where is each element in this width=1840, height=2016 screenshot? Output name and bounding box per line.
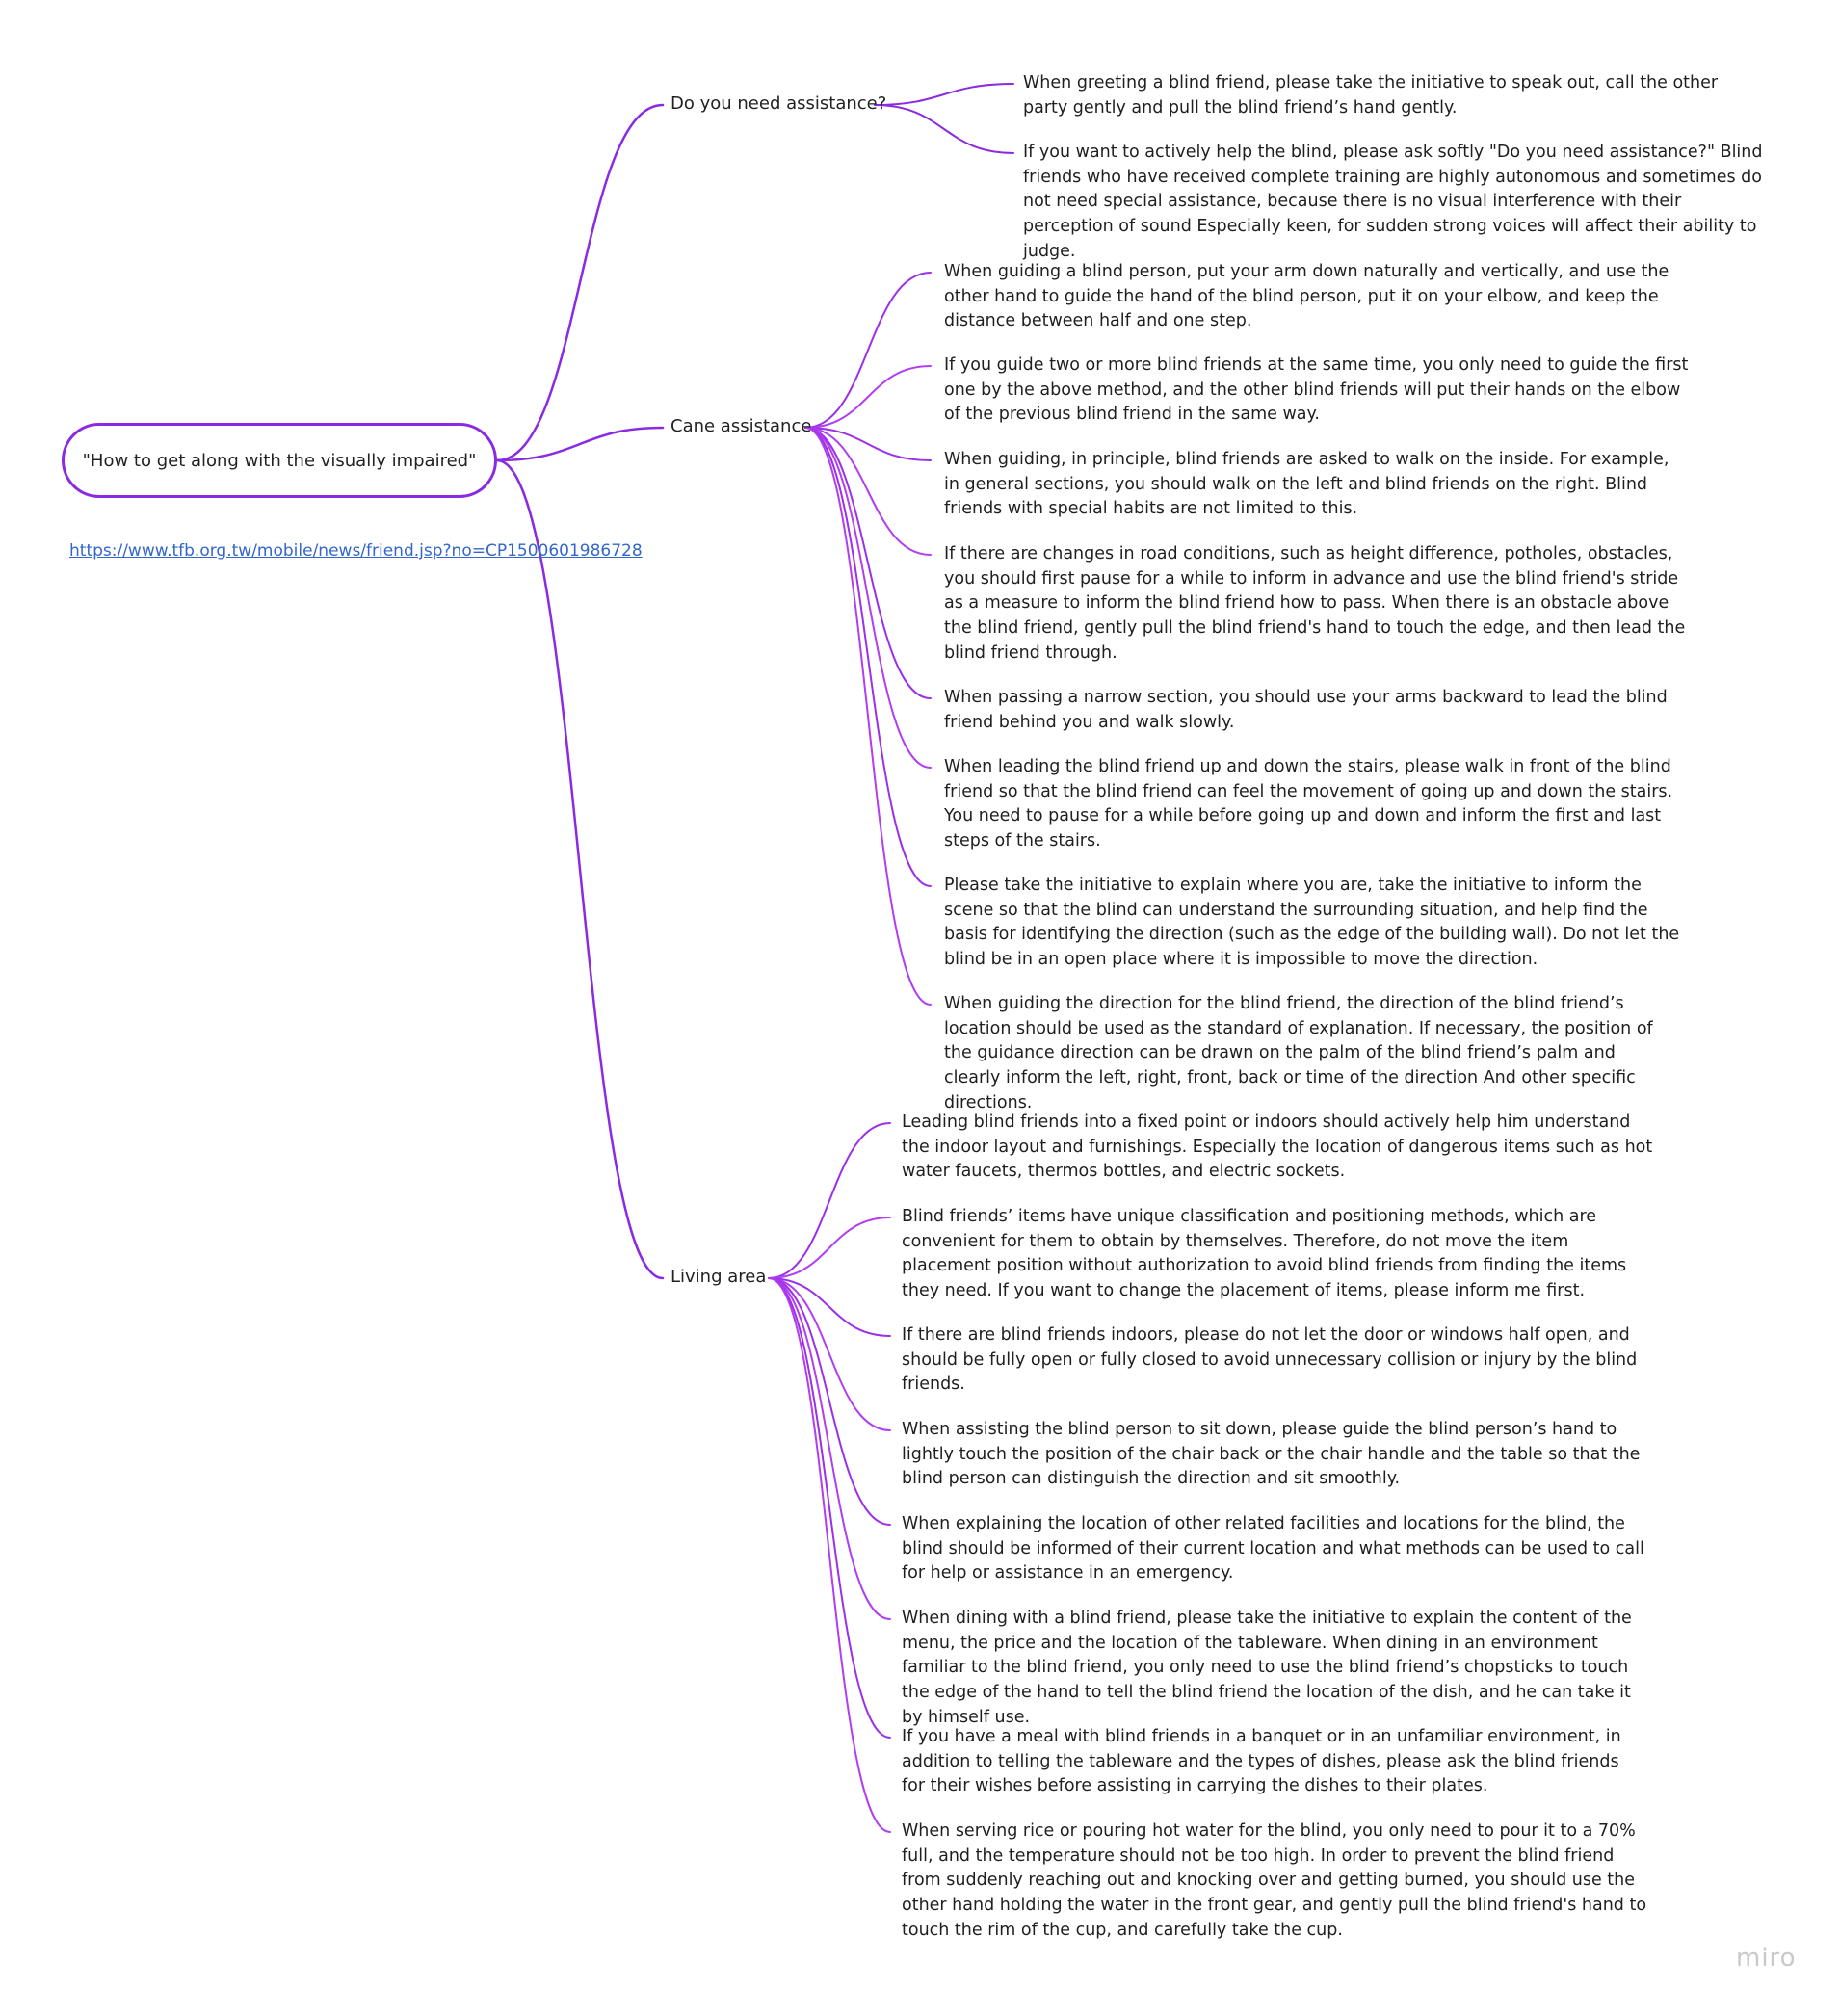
leaf-note[interactable]: When explaining the location of other related facilities and locations for the blind, the blind should be informed of their current location and what methods can be used to call for help or assistance in an emergency. [902,1514,1644,1584]
branch-need-assistance[interactable]: Do you need assistance? [670,93,887,114]
leaf-note[interactable]: Leading blind friends into a fixed point or indoors should actively help him understand the indoor layout and furnishings. Especially the location of dangerous items such as hot water faucets, thermos bottles, and electric sockets. [902,1113,1653,1182]
branch-to-leaf-connector [769,1217,890,1278]
branch-living-area[interactable]: Living area [670,1267,767,1287]
leaf-note[interactable]: If you have a meal with blind friends in a banquet or in an unfamiliar environment, in addition to telling the tableware and the types of dishes, please ask the blind friends for their wishes before assisting in carrying the dishes to their plates. [902,1727,1621,1796]
branch-to-leaf-connector [769,1278,890,1430]
leaf-note[interactable]: When assisting the blind person to sit down, please guide the blind person’s hand to lightly touch the position of the chair back or the chair handle and the table so that the blind person can distinguish the direction and sit smoothly. [902,1420,1641,1489]
root-node[interactable] [62,423,497,498]
leaf-note[interactable]: When guiding the direction for the blind friend, the direction of the blind friend’s location should be used as the standard of explanation. If necessary, the position of the guidance direction can be drawn on the palm of the blind friend’s palm and clearly inform the left, right, front, back or time of the direction And other specific directions. [944,994,1653,1113]
leaf-note[interactable]: Please take the initiative to explain where you are, take the initiative to inform the scene so that the blind can understand the surrounding situation, and help find the basis for identifying the direction (such as the edge of the building wall). Do not let the blind be in an open place where it is impossible to move the direction. [944,876,1680,970]
leaf-note[interactable]: When guiding a blind person, put your arm down naturally and vertically, and use the other hand to guide the hand of the blind person, put it on your elbow, and keep the distance between half and one step. [944,262,1669,331]
leaf-note[interactable]: When guiding, in principle, blind friends are asked to walk on the inside. For example, in general sections, you should walk on the left and blind friends on the right. Blind friends with special habits are not limited to this. [944,450,1669,519]
miro-watermark: miro [1736,1944,1797,1973]
branch-to-leaf-connector [875,84,1013,105]
branch-to-leaf-connector [805,366,931,428]
branch-to-leaf-connector [805,273,931,428]
leaf-note[interactable]: When leading the blind friend up and down the stairs, please walk in front of the blind friend so that the blind friend can feel the movement of going up and down the stairs. You need to pause for a while before going up and down and inform the first and last steps of the stairs. [944,757,1673,851]
leaf-note[interactable]: If you want to actively help the blind, please ask softly "Do you need assistance?" Blind friends who have received complete training are highly autonomous and sometimes do not need special assistance, because there is no visual interference with their perception of sound Especially keen, for sudden strong voices will affect their ability to judge. [1023,143,1763,261]
branch-to-leaf-connector [805,428,931,886]
branch-to-leaf-connector [769,1278,890,1619]
leaf-note[interactable]: If there are changes in road conditions, such as height difference, potholes, obstacles, you should first pause for a while to inform in advance and use the blind friend's stride as a measure to inform the blind friend how to pass. When there is an obstacle above the blind friend, gently pull the blind friend's hand to touch the edge, and then lead the blind friend through. [944,544,1686,663]
branch-to-leaf-connector [769,1278,890,1832]
branch-to-leaf-connector [769,1278,890,1738]
branch-cane-assistance[interactable]: Cane assistance [670,416,812,436]
leaf-note[interactable]: Blind friends’ items have unique classification and positioning methods, which are convenient for them to obtain by themselves. Therefore, do not move the item placement position without authorization to avoid blind friends from finding the items they need. If you want to change the placement of items, please inform me first. [902,1207,1627,1301]
leaf-note[interactable]: When dining with a blind friend, please take the initiative to explain the content of the menu, the price and the location of the tableware. When dining in an environment familiar to the blind friend, you only need to use the blind friend’s chopsticks to touch the edge of the hand to tell the blind friend the location of the dish, and he can take it by himself use. [902,1609,1632,1727]
source-link[interactable]: https://www.tfb.org.tw/mobile/news/friend.jsp?no=CP1500601986728 [69,541,643,561]
leaf-note[interactable]: When serving rice or pouring hot water for the blind, you only need to pour it to a 70% full, and the temperature should not be too high. In order to prevent the blind friend from suddenly reaching out and knocking over and getting burned, you should use the other hand holding the water in the front gear, and gently pull the blind friend's hand to touch the rim of the cup, and carefully take the cup. [902,1821,1647,1940]
root-title: "How to get along with the visually impaired" [82,450,477,471]
leaf-note[interactable]: If you guide two or more blind friends at the same time, you only need to guide the first one by the above method, and the other blind friends will put their hands on the elbow of the previous blind friend in the same way. [944,355,1689,425]
branch-to-leaf-connector [769,1278,890,1525]
root-to-branch-connector [497,105,663,460]
leaf-note[interactable]: If there are blind friends indoors, please do not let the door or windows half open, and should be fully open or fully closed to avoid unnecessary collision or injury by the blind friends. [902,1325,1638,1395]
root-to-branch-connector [497,428,663,460]
leaf-note[interactable]: When greeting a blind friend, please take the initiative to speak out, call the other party gently and pull the blind friend’s hand gently. [1023,73,1719,118]
leaf-note[interactable]: When passing a narrow section, you should use your arms backward to lead the blind friend behind you and walk slowly. [944,688,1668,732]
branch-to-leaf-connector [805,428,931,1005]
branch-to-leaf-connector [875,105,1013,153]
branch-to-leaf-connector [769,1123,890,1278]
root-to-branch-connector [497,460,663,1278]
